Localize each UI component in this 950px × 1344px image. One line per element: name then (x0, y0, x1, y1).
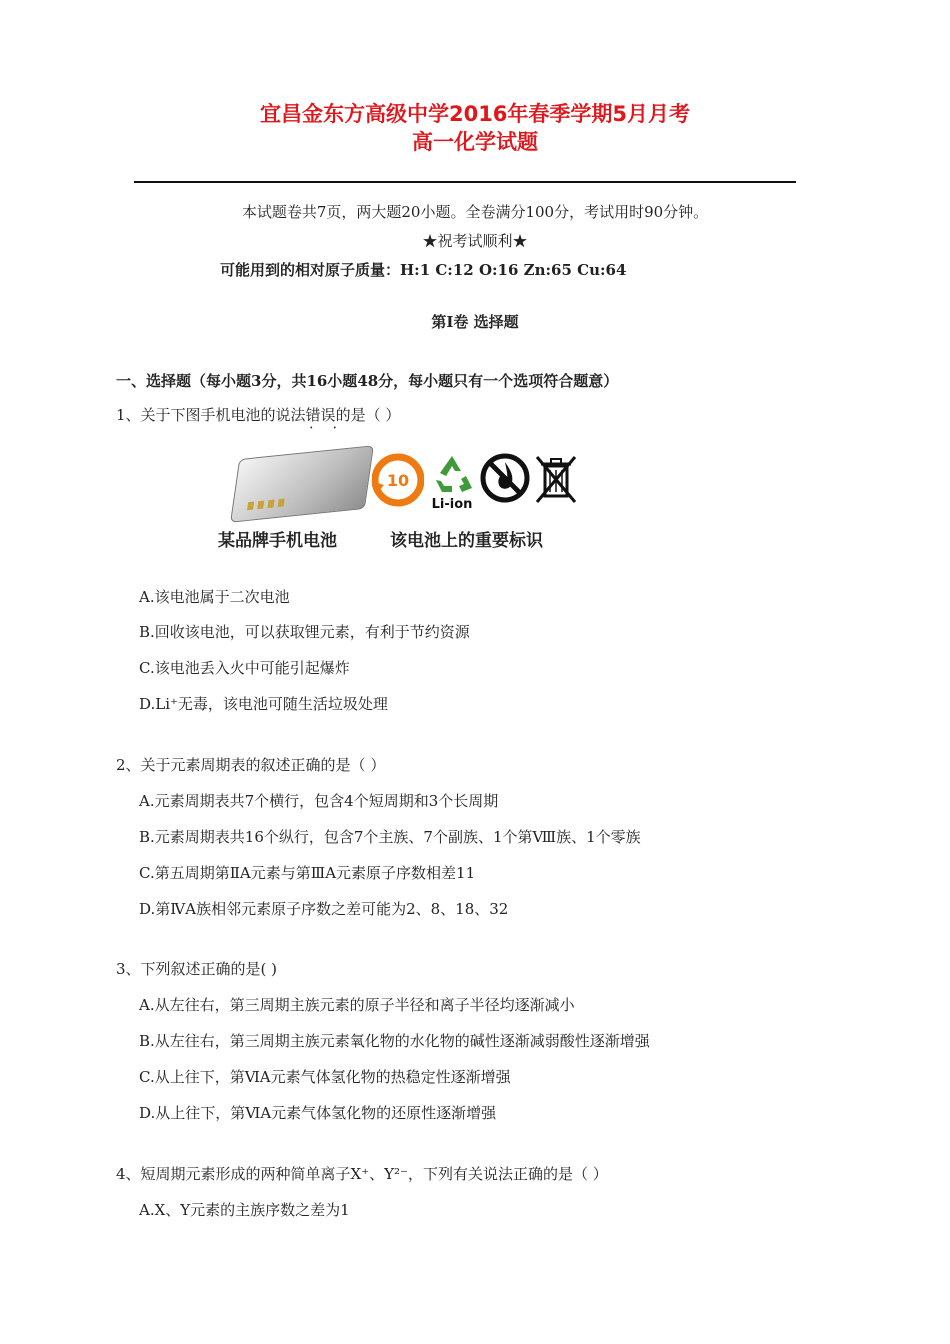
question-2-option-a: A.元素周期表共7个横行，包含4个短周期和3个长周期 (139, 792, 499, 810)
question-2-option-d: D.第ⅣA族相邻元素原子序数之差可能为2、8、18、32 (139, 900, 509, 918)
question-2-option-c: C.第五周期第ⅡA元素与第ⅢA元素原子序数相差11 (139, 864, 476, 882)
question-1-stem-suffix: 的是（ ） (335, 406, 401, 424)
question-1-option-d: D.Li⁺无毒，该电池可随生活垃圾处理 (139, 695, 388, 713)
exam-info: 本试题卷共7页，两大题20小题。全卷满分100分，考试用时90分钟。 (241, 203, 709, 221)
question-1-figure (216, 446, 576, 556)
section1-heading: 一、选择题（每小题3分，共16小题48分，每小题只有一个选项符合题意） (116, 372, 619, 390)
badge-number: 10 (386, 471, 410, 490)
title-divider (134, 181, 796, 183)
question-3-stem: 3、下列叙述正确的是( ) (116, 960, 278, 978)
question-3-option-d: D.从上往下，第ⅥA元素气体氢化物的还原性逐渐增强 (139, 1104, 497, 1122)
figure-caption-right: 该电池上的重要标识 (390, 531, 543, 551)
good-luck-line: ★祝考试顺利★ (422, 232, 528, 250)
battery-marks (372, 452, 582, 512)
question-1-option-b: B.回收该电池，可以获取锂元素，有利于节约资源 (139, 623, 470, 641)
phone-battery-image (230, 445, 374, 522)
question-2-stem: 2、关于元素周期表的叙述正确的是（ ） (116, 756, 386, 774)
question-3-option-a: A.从左往右，第三周期主族元素的原子半径和离子半径均逐渐减小 (139, 996, 575, 1014)
recycle-liion-icon (428, 452, 476, 512)
question-4-option-a: A.X、Y元素的主族序数之差为1 (139, 1201, 350, 1219)
figure-caption-left: 某品牌手机电池 (218, 531, 337, 551)
ten-year-badge-icon (372, 452, 424, 510)
atomic-masses: 可能用到的相对原子质量：H:1 C:12 O:16 Zn:65 Cu:64 (220, 261, 627, 279)
battery-contacts (247, 498, 289, 510)
question-3-option-c: C.从上往下，第ⅥA元素气体氢化物的热稳定性逐渐增强 (139, 1068, 511, 1086)
question-1-stem-prefix: 1、关于下图手机电池的说法 (116, 406, 306, 424)
question-2-option-b: B.元素周期表共16个纵行，包含7个主族、7个副族、1个第Ⅷ族、1个零族 (139, 828, 641, 846)
question-1-option-a: A.该电池属于二次电池 (139, 588, 290, 606)
question-1-option-c: C.该电池丢入火中可能引起爆炸 (139, 659, 350, 677)
question-4-stem: 4、短周期元素形成的两种简单离子X⁺、Y²⁻，下列有关说法正确的是（ ） (116, 1165, 608, 1183)
question-1-emphasis: 错误 • • (306, 406, 336, 424)
question-3-option-b: B.从左往右，第三周期主族元素氧化物的水化物的碱性逐渐减弱酸性逐渐增强 (139, 1032, 650, 1050)
no-fire-icon (480, 452, 530, 504)
exam-title-line2: 高一化学试题 (412, 130, 538, 154)
part1-title: 第Ⅰ卷 选择题 (431, 313, 519, 331)
liion-label: Li-ion (431, 497, 473, 512)
exam-title-line1: 宜昌金东方高级中学2016年春季学期5月月考 (259, 102, 691, 126)
crossed-bin-icon (532, 452, 580, 508)
question-1-stem (116, 405, 400, 425)
